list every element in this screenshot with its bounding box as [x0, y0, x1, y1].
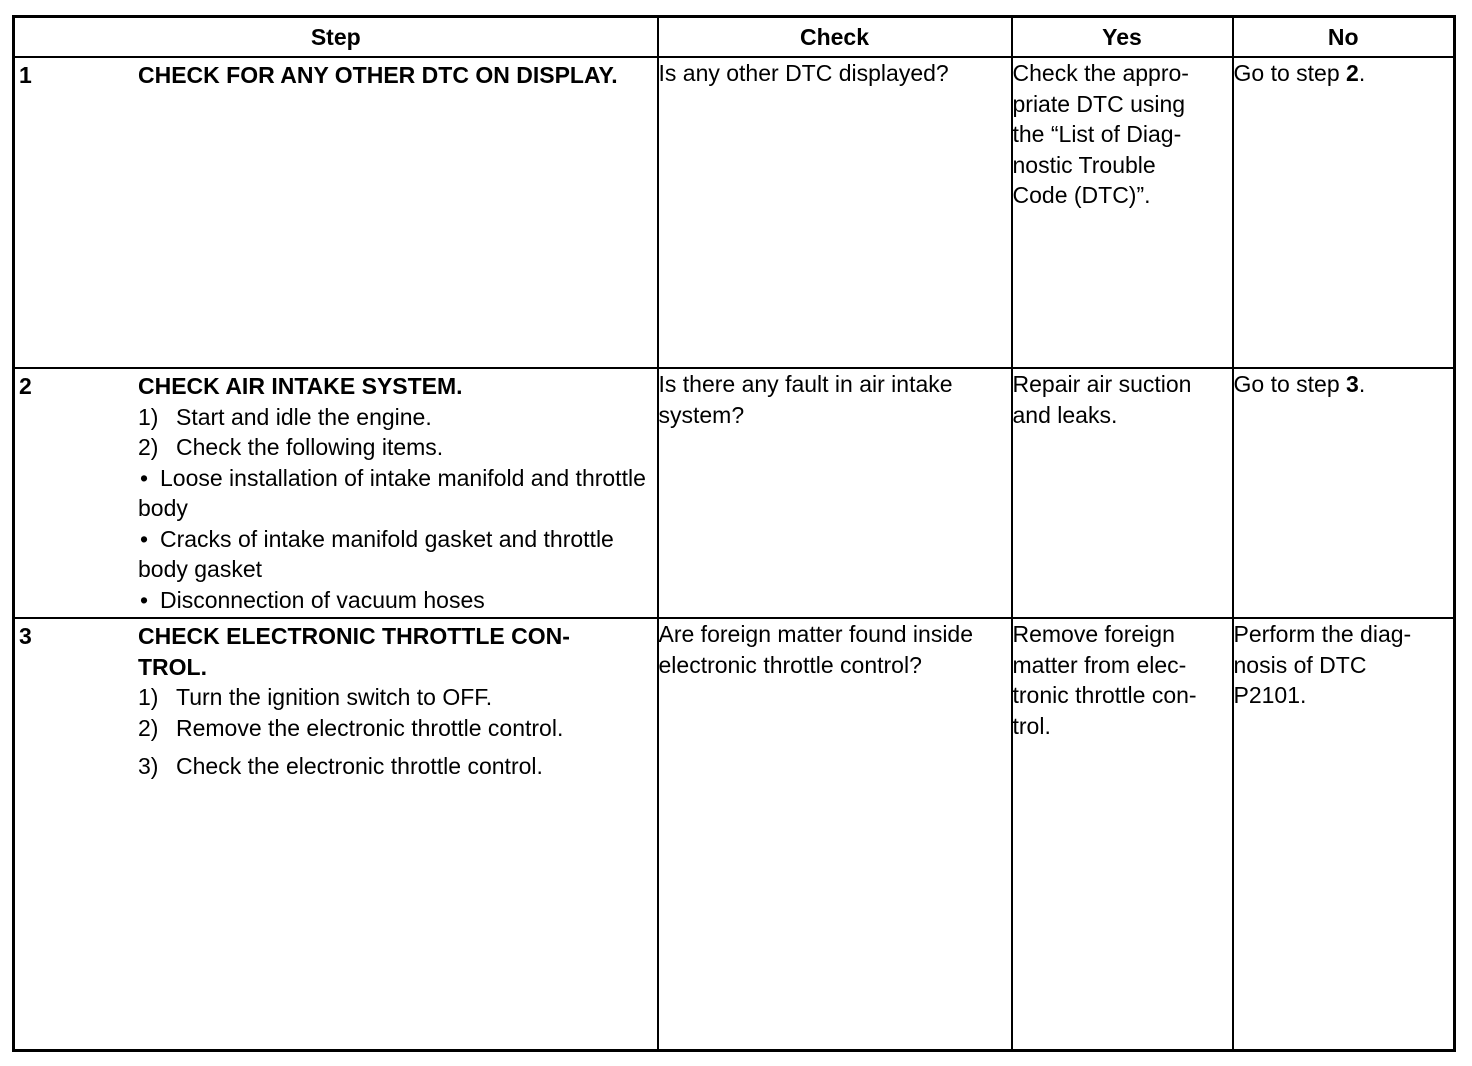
- table-header-row: [14, 17, 1455, 58]
- substep-number: 1): [138, 684, 159, 710]
- no-step-ref: 2: [1346, 60, 1359, 86]
- bullet-icon: •: [140, 525, 149, 552]
- step-number: 1: [19, 62, 32, 88]
- bullet-text: Disconnection of vacuum hoses: [160, 586, 485, 613]
- yes-text-line: and leaks.: [1012, 401, 1118, 428]
- check-text-line: system?: [658, 401, 745, 428]
- step-title: CHECK AIR INTAKE SYSTEM.: [138, 373, 463, 399]
- yes-text-line: the “List of Diag-: [1012, 121, 1182, 147]
- check-text: Is any other DTC displayed?: [658, 60, 949, 86]
- no-suffix: .: [1358, 371, 1366, 397]
- bullet-item: [138, 585, 653, 616]
- yes-cell: [1012, 618, 1233, 1051]
- substep: [138, 751, 653, 782]
- step-cell: [14, 57, 658, 368]
- yes-cell: [1012, 368, 1233, 618]
- table-row: [14, 57, 1455, 368]
- yes-text-line: priate DTC using: [1012, 90, 1186, 117]
- header-yes: Yes: [1012, 17, 1233, 58]
- substep-text: Start and idle the engine.: [176, 403, 432, 430]
- bullet-text: Cracks of intake manifold gasket and throttle body gasket: [138, 525, 614, 582]
- no-text-line: Perform the diag-: [1233, 621, 1412, 647]
- check-cell: [658, 368, 1012, 618]
- step-cell: [14, 368, 658, 618]
- no-step-ref: 3: [1346, 371, 1359, 397]
- check-text-line: Are foreign matter found inside: [658, 621, 974, 647]
- no-cell: [1233, 368, 1455, 618]
- bullet-text: Loose installation of intake manifold and throttle body: [138, 464, 646, 521]
- no-text-line: nosis of DTC: [1233, 651, 1367, 678]
- step-number: 2: [19, 373, 32, 399]
- step-title-line: TROL.: [138, 653, 207, 680]
- substep: [138, 432, 653, 463]
- no-text: Go to step: [1233, 60, 1347, 86]
- yes-text-line: Check the appro-: [1012, 60, 1189, 86]
- substep-text: Check the following items.: [176, 434, 444, 460]
- substep-text: Turn the ignition switch to OFF.: [176, 684, 493, 710]
- no-text-line: P2101.: [1233, 682, 1307, 708]
- step-title-line: CHECK ELECTRONIC THROTTLE CON-: [138, 623, 570, 649]
- no-cell: [1233, 618, 1455, 1051]
- substep-text: Remove the electronic throttle control.: [176, 714, 564, 741]
- header-step: Step: [14, 17, 658, 58]
- substep: [138, 402, 653, 433]
- table-row: [14, 618, 1455, 1051]
- substep-number: 2): [138, 714, 159, 741]
- step-title: CHECK FOR ANY OTHER DTC ON DISPLAY.: [138, 62, 618, 88]
- no-cell: [1233, 57, 1455, 368]
- yes-text-line: Code (DTC)”.: [1012, 182, 1151, 208]
- yes-text-line: Repair air suction: [1012, 371, 1192, 397]
- substep-number: 1): [138, 403, 159, 430]
- no-suffix: .: [1358, 60, 1366, 86]
- yes-text-line: nostic Trouble: [1012, 151, 1156, 178]
- substep-number: 2): [138, 434, 159, 460]
- check-cell: [658, 618, 1012, 1051]
- check-text-line: electronic throttle control?: [658, 651, 922, 678]
- substep-text: Check the electronic throttle control.: [176, 753, 543, 779]
- bullet-item: [138, 524, 653, 585]
- substep: [138, 682, 653, 713]
- bullet-icon: •: [140, 586, 149, 613]
- yes-text-line: tronic throttle con-: [1012, 682, 1197, 708]
- yes-cell: [1012, 57, 1233, 368]
- table-row: [14, 368, 1455, 618]
- step-number: 3: [19, 623, 32, 649]
- check-cell: [658, 57, 1012, 368]
- bullet-icon: •: [140, 464, 149, 491]
- step-cell: [14, 618, 658, 1051]
- check-text-line: Is there any fault in air intake: [658, 371, 953, 397]
- yes-text-line: Remove foreign: [1012, 621, 1175, 647]
- substep-number: 3): [138, 753, 159, 779]
- header-no: No: [1233, 17, 1455, 58]
- yes-text-line: matter from elec-: [1012, 651, 1187, 678]
- header-check: Check: [658, 17, 1012, 58]
- substep: [138, 713, 653, 744]
- yes-text-line: trol.: [1012, 712, 1051, 739]
- no-text: Go to step: [1233, 371, 1347, 397]
- diagnostic-table: [12, 15, 1456, 1052]
- bullet-item: [138, 463, 653, 524]
